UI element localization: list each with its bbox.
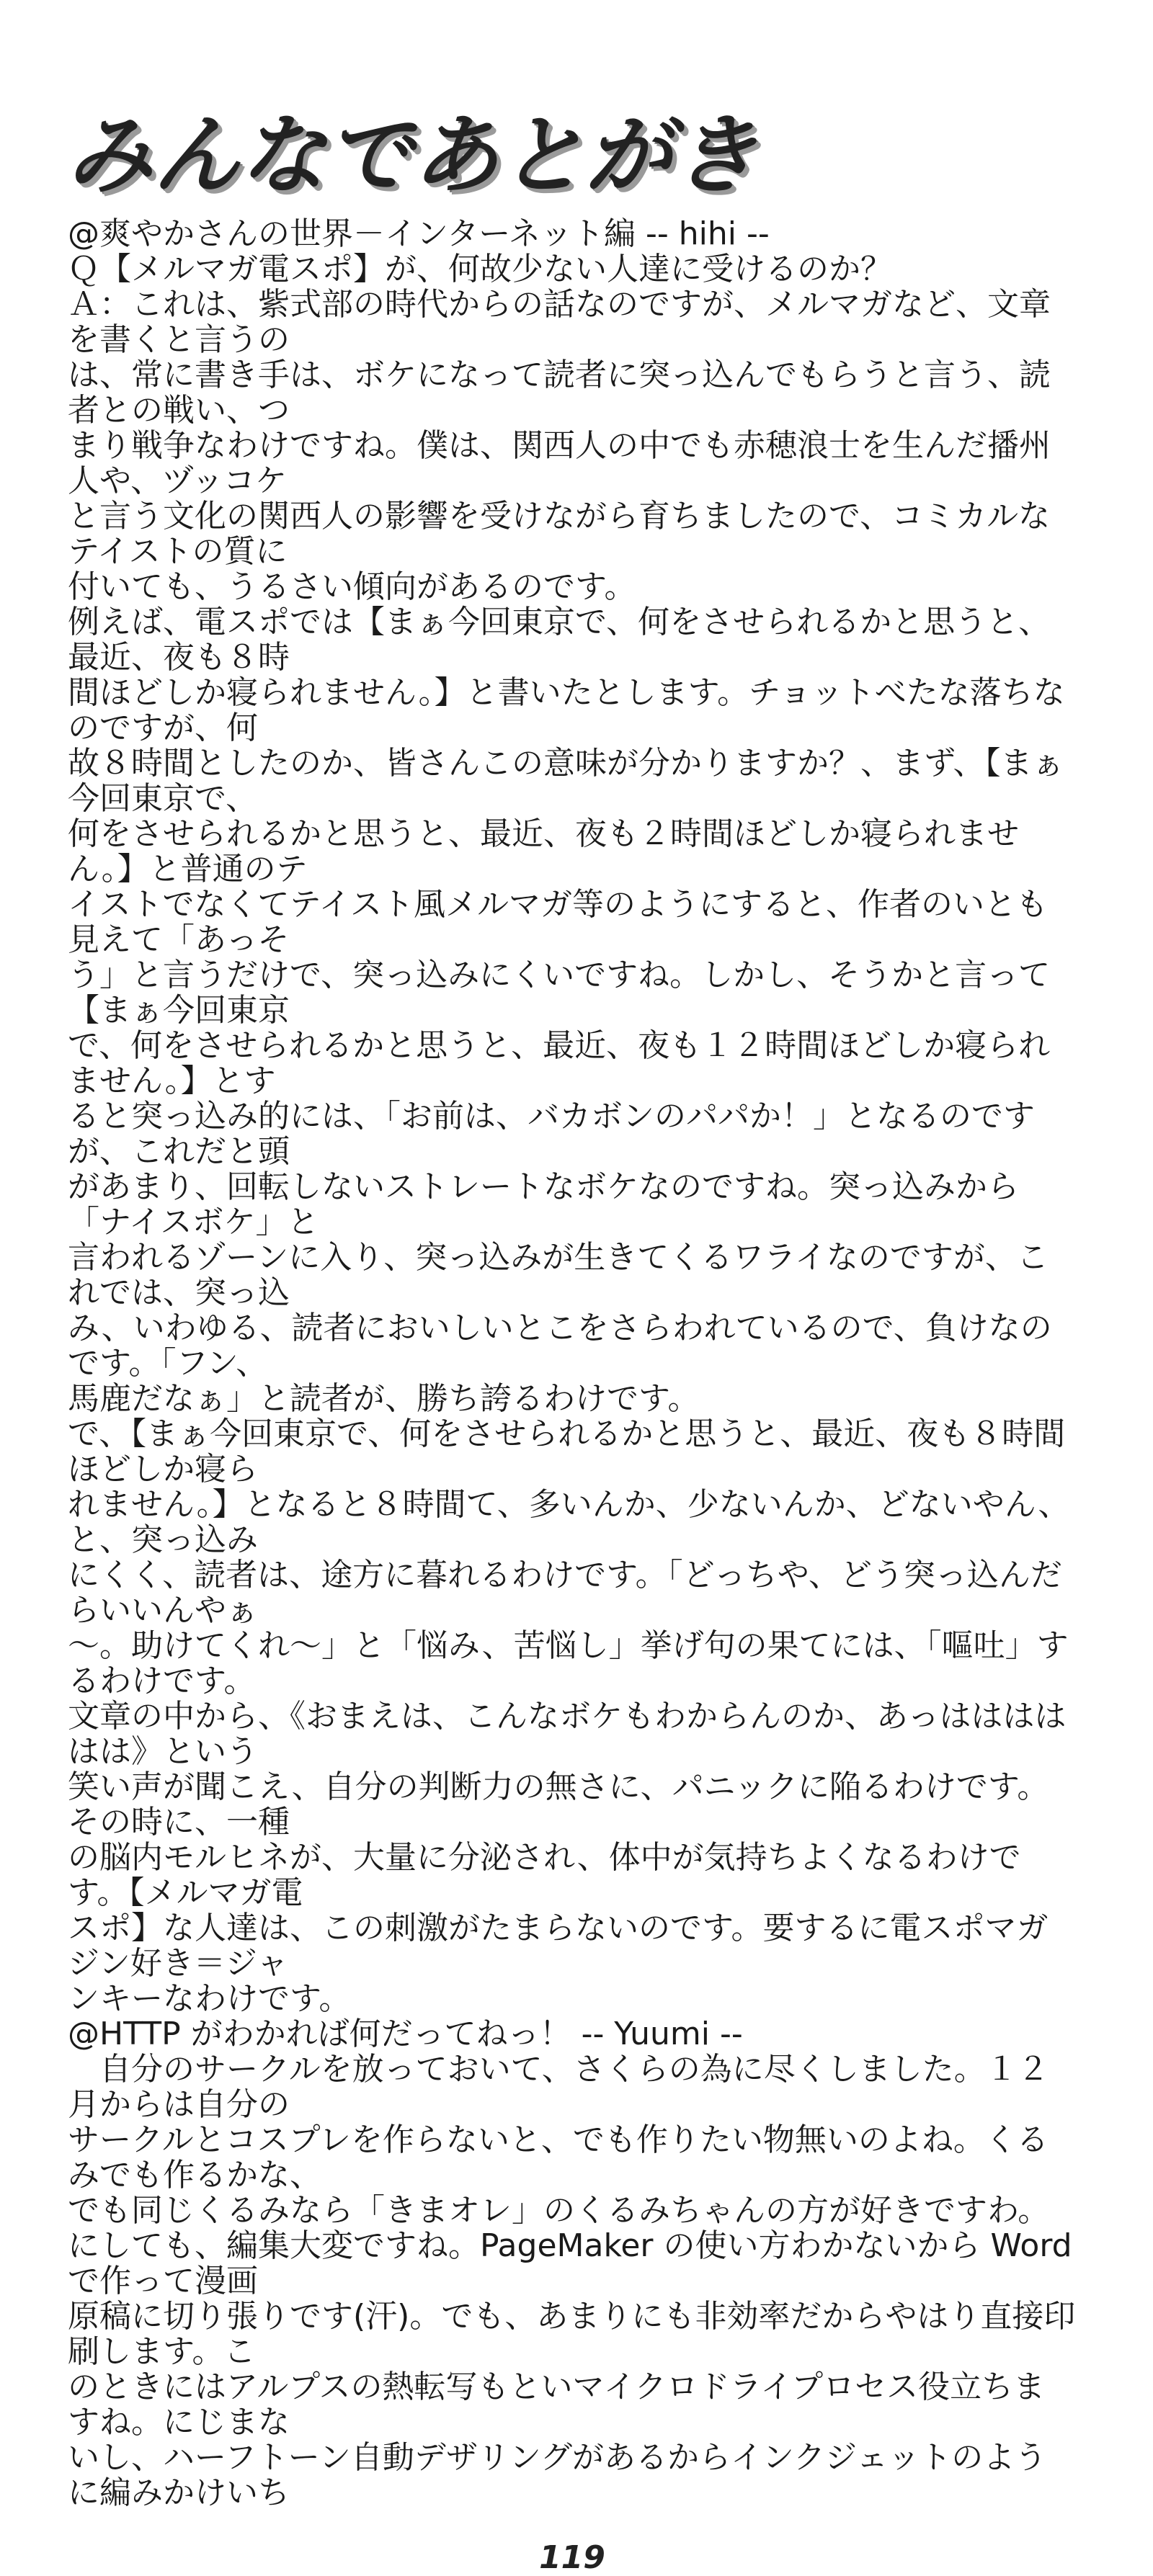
text-line: まり戦争なわけですね。僕は、関西人の中でも赤穂浪士を生んだ播州人や、ヅッコケ xyxy=(68,427,1051,499)
text-line: で、【まぁ今回東京で、何をさせられるかと思うと、最近、夜も８時間ほどしか寝ら xyxy=(68,1416,1066,1488)
text-line: があまり、回転しないストレートなボケなのですね。突っ込みから「ナイスボケ」と xyxy=(68,1168,1019,1240)
text-line: Ａ：これは、紫式部の時代からの話なのですが、メルマガなど、文章を書くと言うの xyxy=(68,286,1051,358)
text-line: 故８時間としたのか、皆さんこの意味が分かりますか？、まず、【まぁ今回東京で、 xyxy=(68,745,1064,817)
text-line: れません。】となると８時間て、多いんか、少ないんか、どないやん、と、突っ込み xyxy=(68,1486,1070,1558)
text-line: にくく、読者は、途方に暮れるわけです。「どっちや、どう突っ込んだらいいんやぁ xyxy=(68,1557,1062,1629)
text-line: いし、ハーフトーン自動デザリングがあるからインクジェットのように編みかけいち xyxy=(68,2439,1047,2511)
text-line: にしても、編集大変ですね。PageMaker の使い方わかないから Word で作って漫画 xyxy=(68,2227,1072,2299)
text-line: ～。助けてくれ～」と「悩み、苦悩し」挙げ句の果てには、「嘔吐」するわけです。 xyxy=(68,1627,1069,1699)
text-line: 間ほどしか寝られません。】と書いたとします。チョットべたな落ちなのですが、何 xyxy=(68,674,1065,746)
text-line: 言われるゾーンに入り、突っ込みが生きてくるワライなのですが、これでは、突っ込 xyxy=(68,1239,1049,1311)
article-body xyxy=(68,216,1077,2576)
text-line: と言う文化の関西人の影響を受けながら育ちましたので、コミカルなテイストの質に xyxy=(68,498,1051,570)
text-line: イストでなくてテイスト風メルマガ等のようにすると、作者のいとも見えて「あっそ xyxy=(68,886,1049,958)
text-line: ると突っ込み的には、「お前は、バカボンのパパか！」となるのですが、これだと頭 xyxy=(68,1098,1035,1170)
text-line: み、いわゆる、読者においしいとこをさらわれているので、負けなのです。「フン、 xyxy=(68,1310,1052,1382)
text-line: 例えば、電スポでは【まぁ今回東京で、何をさせられるかと思うと、最近、夜も８時 xyxy=(68,604,1051,676)
text-line: 自分のサークルを放っておいて、さくらの為に尽くしました。１２月からは自分の xyxy=(68,2051,1049,2123)
text-line: @HTTP がわかれば何だってねっ！ -- Yuumi -- xyxy=(68,2016,743,2052)
text-line: 原稿に切り張りです(汗)。でも、あまりにも非効率だからやはり直接印刷します。こ xyxy=(68,2298,1076,2370)
page-title: みんなであとがき xyxy=(66,106,758,206)
text-line: のときにはアルプスの熱転写もといマイクロドライプロセス役立ちますね。にじまな xyxy=(68,2369,1046,2441)
text-line: 馬鹿だなぁ」と読者が、勝ち誇るわけです。 xyxy=(68,1380,700,1417)
text-line: 何をさせられるかと思うと、最近、夜も２時間ほどしか寝られません。】と普通のテ xyxy=(68,815,1019,887)
text-line: Ｑ【メルマガ電スポ】が、何故少ない人達に受けるのか？ xyxy=(68,251,892,287)
text-line: スポ】な人達は、この刺激がたまらないのです。要するに電スポマガジン好き＝ジャ xyxy=(68,1910,1049,1982)
text-line: で、何をさせられるかと思うと、最近、夜も１２時間ほどしか寝られません。】とす xyxy=(68,1027,1051,1099)
text-line: 笑い声が聞こえ、自分の判断力の無さに、パニックに陥るわけです。その時に、一種 xyxy=(68,1768,1049,1841)
text-line: は、常に書き手は、ボケになって読者に突っ込んでもらうと言う、読者との戦い、つ xyxy=(68,357,1051,429)
text-line: 文章の中から、《おまえは、こんなボケもわからんのか、あっはははははは》という xyxy=(68,1698,1067,1770)
page-number: 119 xyxy=(539,2539,605,2576)
text-line: う」と言うだけで、突っ込みにくいですね。しかし、そうかと言って【まぁ今回東京 xyxy=(68,957,1051,1029)
text-line: サークルとコスプレを作らないと、でも作りたい物無いのよね。くるみでも作るかな、 xyxy=(68,2121,1049,2193)
text-line: でも同じくるみなら「きまオレ」のくるみちゃんの方が好きですわ。 xyxy=(68,2192,1050,2229)
text-line: 付いても、うるさい傾向があるのです。 xyxy=(68,568,636,605)
text-line: の脳内モルヒネが、大量に分泌され、体中が気持ちよくなるわけです。【メルマガ電 xyxy=(68,1839,1021,1911)
text-line: ンキーなわけです。 xyxy=(68,1980,351,2017)
text-line: @爽やかさんの世界－インターネット編 -- hihi -- xyxy=(68,215,770,252)
